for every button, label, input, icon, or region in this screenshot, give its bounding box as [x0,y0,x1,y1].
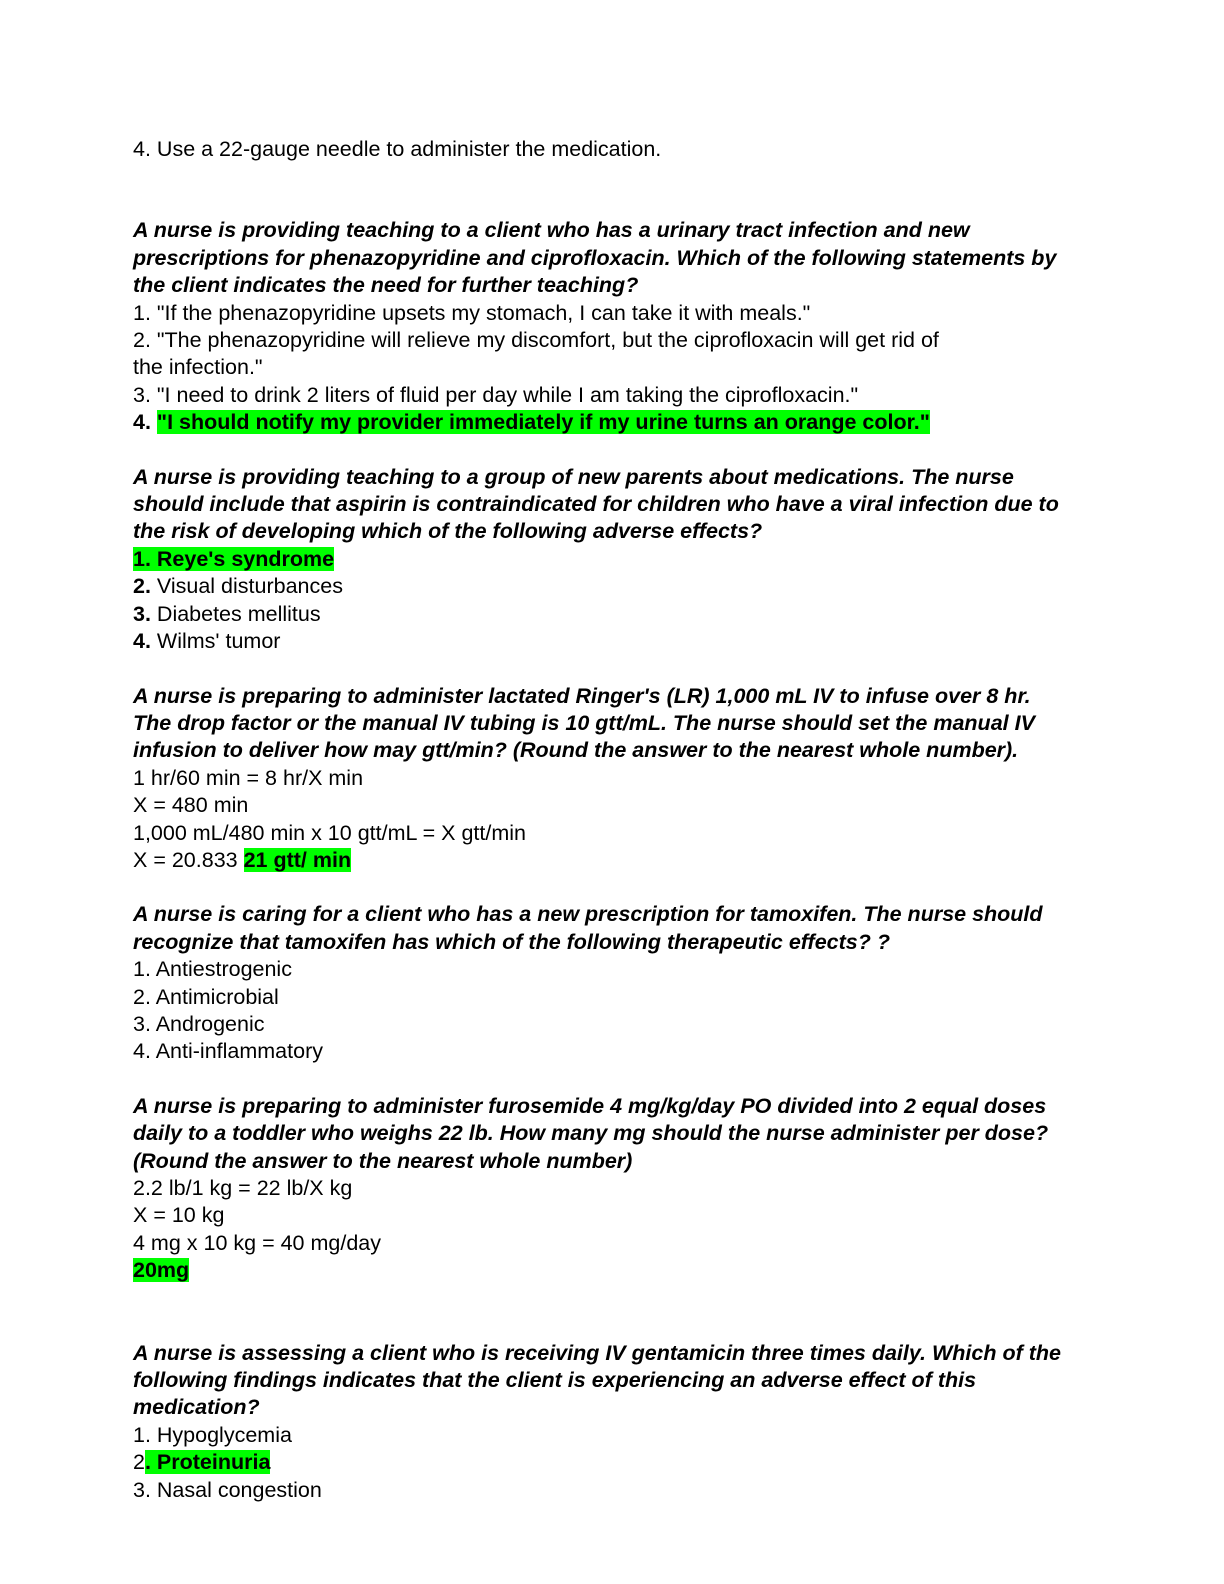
question-4-stem: A nurse is caring for a client who has a new prescription for tamoxifen. The nurse should recognize that tamoxifen has which of the following therapeutic effects? ? [133,902,1043,954]
question-2-option-3 [133,601,1073,628]
question-3-stem: A nurse is preparing to administer lactated Ringer's (LR) 1,000 mL IV to infuse over 8 hr. The drop factor or the manual IV tubing is 10 gtt/mL. The nurse should set the manual IV infusion to deliver how may gtt/min? (Round the answer to the nearest whole number). [133,683,1035,763]
question-3-work-3: 1,000 mL/480 min x 10 gtt/mL = X gtt/min [133,820,526,845]
question-2-option-4-text: Wilms' tumor [150,629,281,654]
question-5-work-3: 4 mg x 10 kg = 40 mg/day [133,1230,381,1255]
question-2-answer-highlight: 1. Reye's syndrome [133,546,335,571]
intro-option-number: 4. [133,137,151,161]
question-6-option-3: 3. Nasal congestion [133,1477,322,1502]
question-2-stem: A nurse is providing teaching to a group of new parents about medications. The nurse should include that aspirin is contraindicated for children who have a viral infection due to the risk of developing which of the following adverse effects? [133,464,1059,544]
question-6-option-1: 1. Hypoglycemia [133,1422,292,1447]
question-5-work-2: X = 10 kg [133,1203,225,1228]
question-2-option-3-text: Diabetes mellitus [150,601,321,626]
question-6-answer-highlight: . Proteinuria [144,1450,271,1475]
question-4-option-3: 3. Androgenic [133,1011,265,1036]
question-3-result-prefix: X = 20.833 [133,847,244,872]
question-1-answer-highlight: "I should notify my provider immediately if my urine turns an orange color." [156,410,930,435]
question-1-option-3: 3. "I need to drink 2 liters of fluid per day while I am taking the ciprofloxacin." [133,382,859,407]
question-2-option-2 [133,573,1073,600]
question-3-work-2: X = 480 min [133,793,249,818]
question-4-option-1: 1. Antiestrogenic [133,957,292,982]
question-5-answer [133,1257,1073,1284]
question-3-answer-highlight: 21 gtt/ min [243,847,352,872]
intro-option [133,136,1073,163]
question-6-option-2-number: 2 [133,1450,145,1475]
question-1-option-1: 1. "If the phenazopyridine upsets my stomach, I can take it with meals." [133,300,811,325]
question-6-option-2 [133,1449,1073,1476]
question-5-answer-highlight: 20mg [133,1258,190,1283]
question-4-option-4: 4. Anti-inflammatory [133,1039,323,1064]
question-3-result [133,847,1073,874]
question-2-option-4 [133,628,1073,655]
question-1-answer [133,409,1073,436]
question-2-option-2-number: 2. [133,574,151,599]
question-2-answer [133,546,1073,573]
question-5-stem: A nurse is preparing to administer furosemide 4 mg/kg/day PO divided into 2 equal doses daily to a toddler who weighs 22 lb. How many mg should the nurse administer per dose? (Round the answer to the nearest whole number) [133,1093,1049,1173]
question-6-stem: A nurse is assessing a client who is receiving IV gentamicin three times daily. Which of the following findings indicates that the client is experiencing an adverse effect of this medication? [133,1340,1061,1420]
question-1-stem: A nurse is providing teaching to a client who has a urinary tract infection and new prescriptions for phenazopyridine and ciprofloxacin. Which of the following statements by the client indicates the need for further teaching? [133,218,1057,298]
question-4-option-2: 2. Antimicrobial [133,984,279,1009]
question-2-option-3-number: 3. [133,601,151,626]
question-1-option-2-continued: the infection." [133,355,263,380]
question-3-work-1: 1 hr/60 min = 8 hr/X min [133,765,364,790]
intro-option-text: Use a 22-gauge needle to administer the medication. [150,137,662,161]
question-5-work-1: 2.2 lb/1 kg = 22 lb/X kg [133,1176,353,1200]
document-page [133,136,1073,1504]
question-2-option-2-text: Visual disturbances [150,574,343,599]
question-1-answer-number: 4. [133,410,151,435]
question-2-option-4-number: 4. [133,629,151,654]
question-1-option-2: 2. "The phenazopyridine will relieve my discomfort, but the ciprofloxacin will get rid of [133,328,939,353]
